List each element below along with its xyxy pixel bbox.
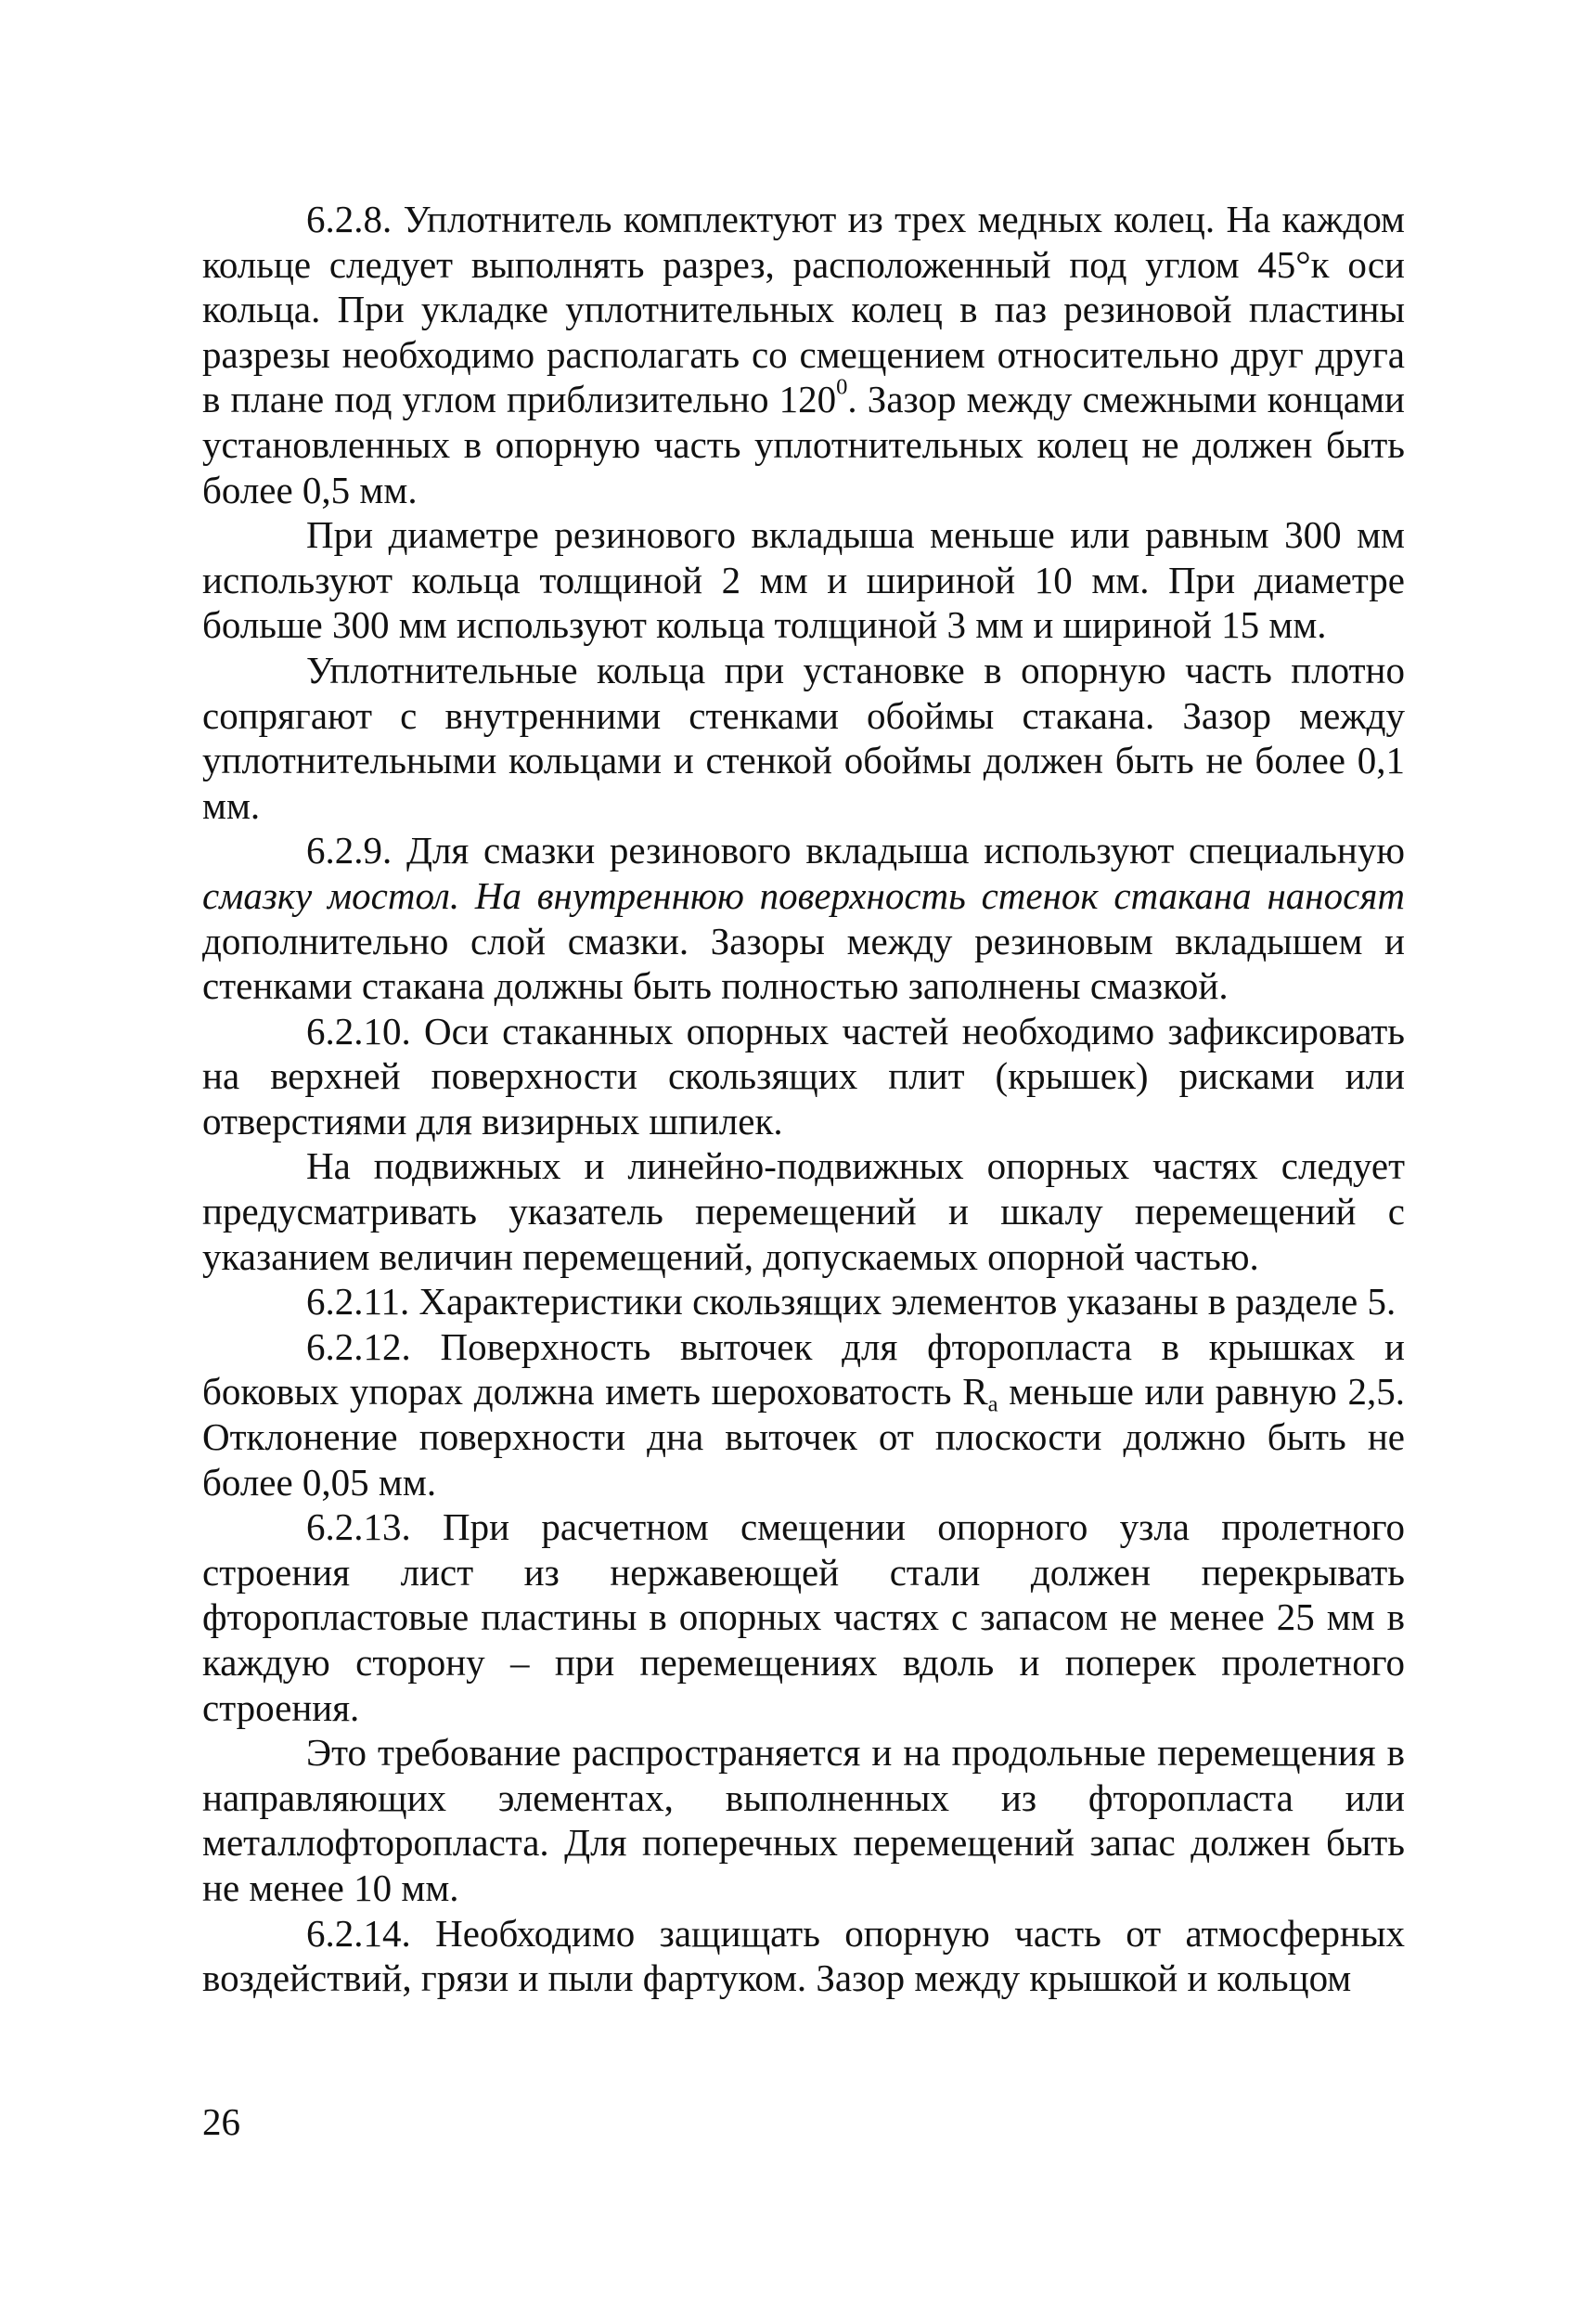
paragraph-6-2-12-text: 6.2.12. Поверхность выточек для фторопласта в крышках и боковых упорах должна иметь шероховатость R bbox=[202, 1324, 1405, 1414]
paragraph-6-2-13: 6.2.13. При расчетном смещении опорного узла пролетного строения лист из нержавеющей стали должен перекрывать фторопластовые пластины в опорных частях с запасом не менее 25 мм в каждую сторону – при перемещениях вдоль и поперек пролетного строения. bbox=[202, 1505, 1405, 1729]
paragraph-6-2-8-text-end: . Зазор между смежными концами установленных в опорную часть уплотнительных колец не должен быть более 0,5 мм. bbox=[202, 378, 1405, 511]
paragraph-6-2-14: 6.2.14. Необходимо защищать опорную часть от атмосферных воздействий, грязи и пыли фартуком. Зазор между крышкой и кольцом bbox=[202, 1911, 1405, 2000]
paragraph-6-2-10: 6.2.10. Оси стаканных опорных частей необходимо зафиксировать на верхней поверхности скользящих плит (крышек) рисками или отверстиями для визирных шпилек. bbox=[202, 1009, 1405, 1143]
page-number: 26 bbox=[202, 2100, 240, 2143]
page-body bbox=[202, 197, 1405, 2001]
roughness-subscript: a bbox=[987, 1391, 998, 1417]
paragraph-6-2-9-text-end: дополнительно слой смазки. Зазоры между резиновым вкладышем и стенками стакана должны быть полностью заполнены смазкой. bbox=[202, 919, 1405, 1008]
paragraph-6-2-8 bbox=[202, 197, 1405, 512]
paragraph-6-2-12 bbox=[202, 1324, 1405, 1504]
paragraph-ring-dimensions: При диаметре резинового вкладыша меньше или равным 300 мм используют кольца толщиной 2 мм и шириной 10 мм. При диаметре больше 300 мм используют кольца толщиной 3 мм и шириной 15 мм. bbox=[202, 513, 1405, 647]
paragraph-movement-indicator: На подвижных и линейно-подвижных опорных частях следует предусматривать указатель перемещений и шкалу перемещений с указанием величин перемещений, допускаемых опорной частью. bbox=[202, 1144, 1405, 1278]
paragraph-6-2-9 bbox=[202, 828, 1405, 1008]
paragraph-6-2-9-italic: смазку мостол. На внутреннюю поверхность стенок стакана наносят bbox=[202, 873, 1405, 917]
paragraph-6-2-9-text: 6.2.9. Для смазки резинового вкладыша используют специальную bbox=[306, 829, 1405, 872]
paragraph-6-2-11: 6.2.11. Характеристики скользящих элементов указаны в разделе 5. bbox=[306, 1280, 1396, 1323]
paragraph-6-2-12-text-end: меньше или равную 2,5. Отклонение поверхности дна выточек от плоскости должно быть не более 0,05 мм. bbox=[202, 1370, 1405, 1504]
paragraph-6-2-8-text: 6.2.8. Уплотнитель комплектуют из трех медных колец. На каждом кольце следует выполнять разрез, расположенный под углом 45°к оси кольца. При укладке уплотнительных колец в паз резиновой пластины разрезы необходимо располагать со смещением относительно друг друга в плане под углом приблизительно 120 bbox=[202, 198, 1405, 421]
degree-superscript: 0 bbox=[836, 374, 848, 400]
paragraph-ring-fit: Уплотнительные кольца при установке в опорную часть плотно сопрягают с внутренними стенками обоймы стакана. Зазор между уплотнительными кольцами и стенкой обоймы должен быть не более 0,1 мм. bbox=[202, 648, 1405, 827]
paragraph-guide-elements: Это требование распространяется и на продольные перемещения в направляющих элементах, выполненных из фторопласта или металлофторопласта. Для поперечных перемещений запас должен быть не менее 10 мм. bbox=[202, 1731, 1405, 1909]
